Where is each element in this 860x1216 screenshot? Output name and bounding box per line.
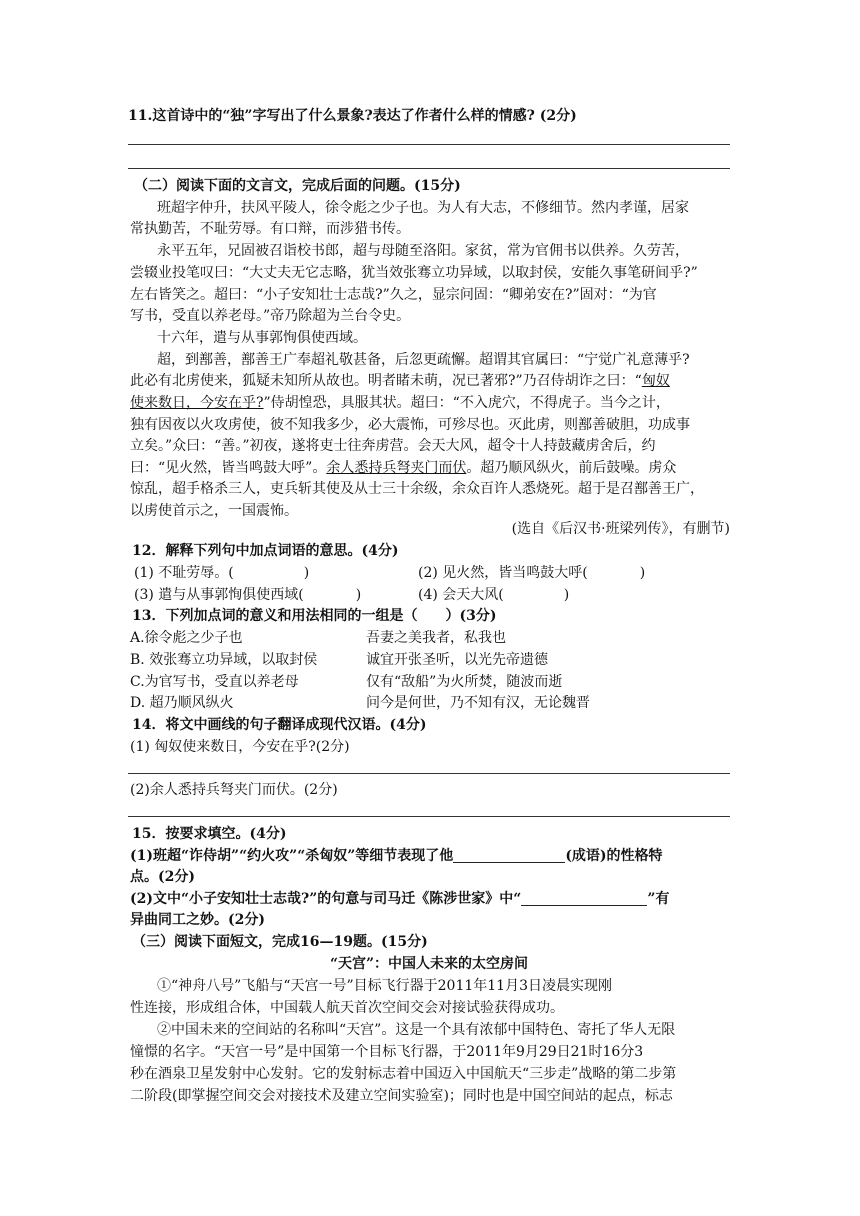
q15-part-1-cont: 点。(2分) xyxy=(130,869,195,885)
article-title: “天宫”：中国人未来的太空房间 xyxy=(329,956,529,972)
passage-line xyxy=(130,458,676,478)
passage-line: 以虏使首示之，一国震怖。 xyxy=(130,503,298,519)
passage-line: 永平五年，兄固被召诣校书郎，超与母随至洛阳。家贫，常为官佣书以供养。久劳苦， xyxy=(157,243,689,259)
question-14: 14．将文中画线的句子翻译成现代汉语。(4分) xyxy=(132,717,427,733)
source-note: (选自《后汉书·班梁列传》，有删节) xyxy=(511,521,730,537)
q12-item-1: (1) 不耻劳辱。( ) xyxy=(134,565,310,581)
passage-text: 此必有北虏使来，狐疑未知所从故也。明者睹未萌，况已著邪?”乃召侍胡诈之曰：“ xyxy=(130,373,642,389)
passage-line: 十六年，遣与从事郭恂俱使西域。 xyxy=(157,330,367,346)
passage-text: 曰：“见火然，皆当鸣鼓大呼”。 xyxy=(130,460,327,476)
passage-line: 左右皆笑之。超曰：“小子安知壮士志哉?”久之，显宗问固：“卿弟安在?”固对：“为官 xyxy=(130,287,657,303)
article-line: ②中国未来的空间站的名称叫“天宫”。这是一个具有浓郁中国特色、寄托了华人无限 xyxy=(157,1022,676,1038)
question-15: 15．按要求填空。(4分) xyxy=(132,826,287,842)
underlined-sentence-1b: 使来数日，今安在乎? xyxy=(130,395,264,411)
article-line: 性连接，形成组合体，中国载人航天首次空间交会对接试验获得成功。 xyxy=(130,1000,564,1016)
passage-line: 尝辍业投笔叹曰：“大丈夫无它志略，犹当效张骞立功异域，以取封侯，安能久事笔研间乎?” xyxy=(130,265,698,281)
passage-line: 常执勤苦，不耻劳辱。有口辩，而涉猎书传。 xyxy=(130,221,410,237)
answer-line xyxy=(128,773,730,774)
passage-line: 惊乱，超手格杀三人，吏兵斩其使及从士三十余级，余众百许人悉烧死。超于是召鄯善王广， xyxy=(130,481,704,497)
question-11: 11.这首诗中的“独”字写出了什么景象?表达了作者什么样的情感? (2分) xyxy=(128,108,577,124)
article-line: 憧憬的名字。“天宫一号”是中国第一个目标飞行器，于2011年9月29日21时16分3 xyxy=(130,1044,644,1060)
q13-option-c-right: 仅有“敌船”为火所焚，随波而逝 xyxy=(366,674,563,690)
passage-text: 。超乃顺风纵火，前后鼓噪。虏众 xyxy=(466,460,677,476)
q12-item-2: (2) 见火然，皆当鸣鼓大呼( ) xyxy=(418,565,646,581)
q12-item-4: (4) 会天大风( ) xyxy=(418,587,570,603)
answer-line xyxy=(128,168,730,169)
passage-line xyxy=(130,371,670,391)
q15-part-1: (1)班超“诈侍胡”“约火攻”“杀匈奴”等细节表现了他 (成语)的性格特 xyxy=(130,848,663,864)
fill-blank[interactable] xyxy=(521,891,647,906)
q13-option-d-left: D. 超乃顺风纵火 xyxy=(130,695,234,711)
question-12: 12．解释下列句中加点词语的意思。(4分) xyxy=(132,543,399,559)
passage-text: ”侍胡惶恐，具服其状。超曰：“不入虎穴，不得虎子。当今之计， xyxy=(263,395,670,411)
q13-option-a-left: A.徐令彪之少子也 xyxy=(130,630,243,646)
q15-part-2-cont: 异曲同工之妙。(2分) xyxy=(130,912,265,928)
answer-line xyxy=(128,816,730,817)
passage-line: 立矣。”众曰：“善。”初夜，遂将吏士往奔虏营。会天大风，超令十人持鼓藏虏舍后，约 xyxy=(130,438,656,454)
q15-part-2: (2)文中“小子安知壮士志哉?”的句意与司马迁《陈涉世家》中“ ”有 xyxy=(130,891,670,907)
article-line: 二阶段(即掌握空间交会对接技术及建立空间实验室)；同时也是中国空间站的起点，标志 xyxy=(130,1088,673,1104)
section-2-title: （二）阅读下面的文言文，完成后面的问题。(15分) xyxy=(134,178,461,194)
section-3-title: （三）阅读下面短文，完成16—19题。(15分) xyxy=(132,934,428,950)
q12-item-3: (3) 遣与从事郭恂俱使西域( ) xyxy=(134,587,362,603)
passage-line xyxy=(130,393,670,413)
question-13: 13．下列加点词的意义和用法相同的一组是（ ）(3分) xyxy=(132,608,497,624)
q14-part-1: (1) 匈奴使来数日，今安在乎?(2分) xyxy=(130,739,350,755)
passage-line: 写书，受直以养老母。”帝乃除超为兰台令史。 xyxy=(130,308,411,324)
q13-option-b-right: 诚宜开张圣听，以光先帝遗德 xyxy=(366,652,548,668)
article-line: 秒在酒泉卫星发射中心发射。它的发射标志着中国迈入中国航天“三步走”战略的第二步第 xyxy=(130,1066,677,1082)
underlined-sentence-2: 余人悉持兵弩夹门而伏 xyxy=(326,460,467,476)
underlined-sentence-1a: 匈奴 xyxy=(641,373,670,389)
answer-line xyxy=(128,144,730,145)
passage-line: 独有因夜以火攻虏使，彼不知我多少，必大震怖，可殄尽也。灭此虏，则鄯善破胆，功成事 xyxy=(130,417,690,433)
q13-option-c-left: C.为官写书，受直以养老母 xyxy=(130,674,299,690)
q14-part-2: (2)余人悉持兵弩夹门而伏。(2分) xyxy=(130,782,338,798)
q13-option-b-left: B. 效张骞立功异域，以取封侯 xyxy=(130,652,318,668)
passage-line: 超，到鄯善，鄯善王广奉超礼敬甚备，后忽更疏懈。超谓其官属曰：“宁觉广礼意薄乎? xyxy=(157,352,690,368)
q13-option-d-right: 问今是何世，乃不知有汉，无论魏晋 xyxy=(366,695,590,711)
fill-blank[interactable] xyxy=(453,848,565,863)
q13-option-a-right: 吾妻之美我者，私我也 xyxy=(366,630,506,646)
passage-line: 班超字仲升，扶风平陵人，徐令彪之少子也。为人有大志，不修细节。然内孝谨，居家 xyxy=(157,200,689,216)
article-line: ①“神舟八号”飞船与“天宫一号”目标飞行器于2011年11月3日凌晨实现刚 xyxy=(157,978,612,994)
